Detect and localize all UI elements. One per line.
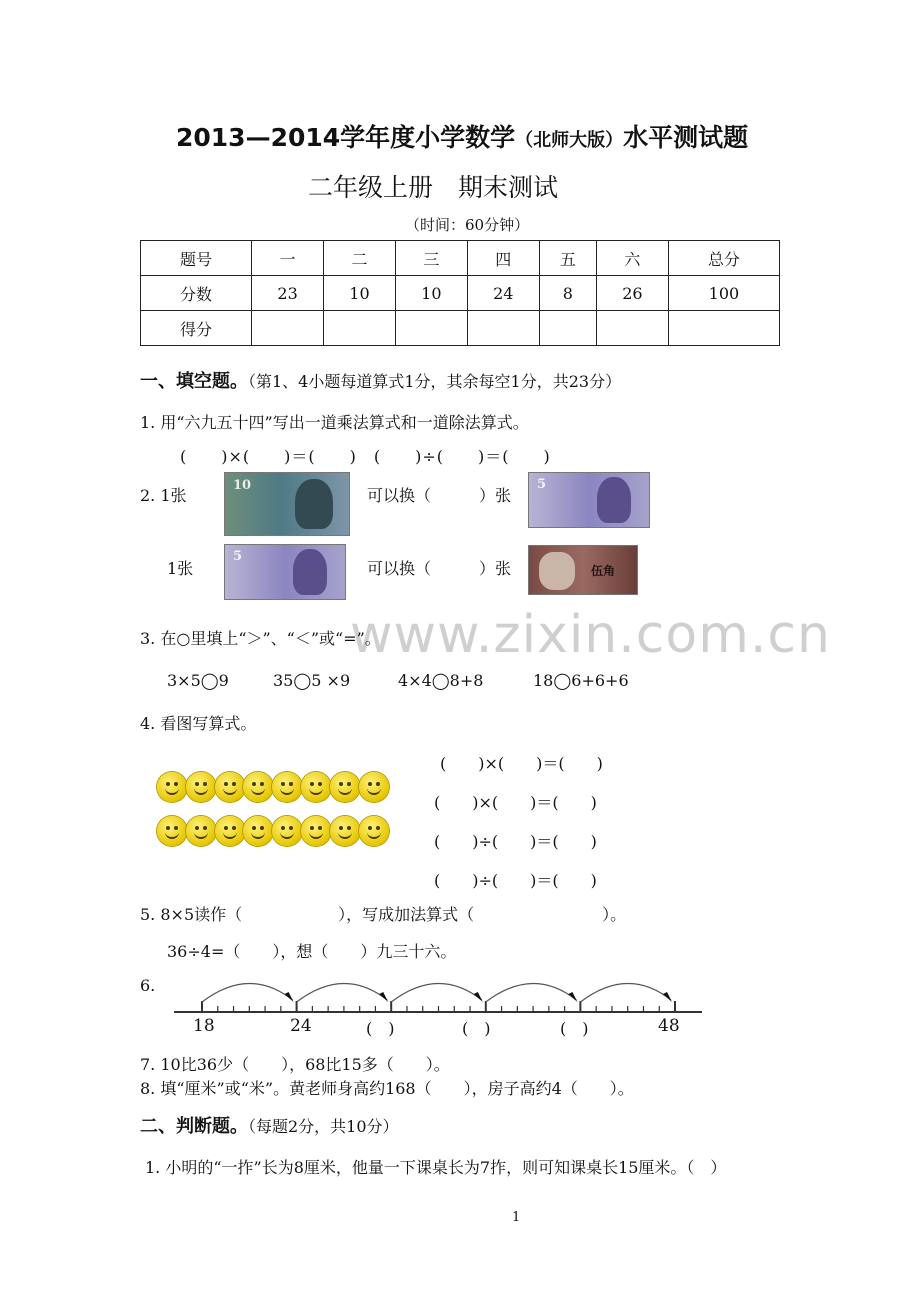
table-cell: 8: [539, 276, 596, 311]
smile-mouth: [251, 786, 265, 795]
question-3-item[interactable]: 35◯5 ×9: [273, 671, 351, 690]
smiley-face-icon: [359, 772, 389, 802]
portrait-icon: [293, 549, 327, 595]
smiley-face-icon: [330, 816, 360, 846]
table-cell: 五: [539, 241, 596, 276]
table-cell: 题号: [141, 241, 252, 276]
banknote-5-jiao-image: [528, 545, 638, 595]
smiley-face-icon: [243, 772, 273, 802]
portrait-icon: [539, 552, 575, 590]
score-input-cell[interactable]: [596, 311, 668, 346]
question-4-line[interactable]: ( )÷( )＝( ): [434, 871, 597, 890]
arrow-head-icon: [285, 992, 294, 1002]
question-4-line[interactable]: ( )×( )＝( ): [440, 754, 603, 773]
banknote-5-yuan-image: [528, 472, 650, 528]
smile-mouth: [309, 830, 323, 839]
question-4-line[interactable]: ( )×( )＝( ): [434, 793, 597, 812]
number-line-blank[interactable]: ( ): [560, 1019, 589, 1038]
question-8[interactable]: 8. 填“厘米”或“米”。黄老师身高约168（ ），房子高约4（ ）。: [140, 1079, 634, 1098]
page-title: [176, 118, 748, 154]
question-3-item[interactable]: 18◯6+6+6: [533, 671, 629, 690]
smiley-face-icon: [359, 816, 389, 846]
number-line-diagram: [170, 970, 710, 1040]
arrow-head-icon: [379, 992, 388, 1002]
table-row: [141, 241, 780, 276]
page-subtitle: 二年级上册 期末测试: [308, 173, 559, 202]
arrow-head-icon: [568, 992, 577, 1002]
section1-header: [140, 367, 621, 393]
banknote-5-label: 5: [233, 549, 243, 564]
table-cell: 10: [395, 276, 467, 311]
number-line-ticks: [202, 1001, 675, 1012]
jump-arc: [391, 983, 482, 1002]
table-row: [141, 311, 780, 346]
smile-mouth: [194, 830, 208, 839]
smile-mouth: [338, 786, 352, 795]
title-main: 2013—2014学年度小学数学: [176, 123, 516, 152]
smiley-face-icon: [186, 772, 216, 802]
table-cell: 六: [596, 241, 668, 276]
table-cell: 100: [668, 276, 779, 311]
table-cell: 分数: [141, 276, 252, 311]
question-3: 3. 在○里填上“＞”、“＜”或“=”。: [140, 629, 381, 648]
smile-mouth: [280, 786, 294, 795]
question-5b[interactable]: 36÷4=（ ），想（ ）九三十六。: [167, 942, 457, 961]
table-cell: 三: [395, 241, 467, 276]
table-cell: 总分: [668, 241, 779, 276]
table-cell: 一: [252, 241, 324, 276]
question-1: 1. 用“六九五十四”写出一道乘法算式和一道除法算式。: [140, 413, 529, 432]
smile-mouth: [309, 786, 323, 795]
smiley-face-icon: [157, 772, 187, 802]
judgement-question-1[interactable]: 1. 小明的“一拃”长为8厘米，他量一下课桌长为7拃，则可知课桌长15厘米。（ ）: [145, 1158, 727, 1177]
table-cell: 23: [252, 276, 324, 311]
smile-mouth: [223, 786, 237, 795]
jump-arcs: [202, 983, 672, 1002]
score-table: [140, 240, 780, 346]
banknote-10-label: 10: [233, 478, 252, 493]
section1-note: （第1、4小题每道算式1分，其余每空1分，共23分）: [248, 372, 622, 391]
portrait-icon: [597, 477, 631, 523]
section1-heading: 一、填空题。: [140, 371, 248, 392]
smiley-face-icon: [215, 816, 245, 846]
question-2b-left: 1张: [167, 559, 194, 578]
number-line-label: 24: [290, 1016, 312, 1036]
question-2a-right[interactable]: 可以换（ ）张: [367, 486, 512, 505]
jump-arc: [580, 983, 671, 1002]
smile-mouth: [165, 786, 179, 795]
score-input-cell[interactable]: [252, 311, 324, 346]
jump-arc: [486, 983, 577, 1002]
section2-heading: 二、判断题。: [140, 1116, 248, 1137]
section2-note: （每题2分，共10分）: [248, 1117, 399, 1136]
page-number: 1: [512, 1210, 521, 1225]
smiley-face-icon: [186, 816, 216, 846]
smiley-face-icon: [272, 772, 302, 802]
banknote-10-yuan-image: [224, 472, 350, 536]
score-input-cell[interactable]: [539, 311, 596, 346]
smile-mouth: [223, 830, 237, 839]
score-input-cell[interactable]: [324, 311, 396, 346]
exam-time: （时间：60分钟）: [405, 216, 530, 234]
jump-arc: [297, 983, 388, 1002]
question-2b-right[interactable]: 可以换（ ）张: [367, 559, 512, 578]
banknote-jiao-label: 伍角: [591, 564, 616, 578]
table-cell: 四: [467, 241, 539, 276]
question-3-item[interactable]: 4×4◯8+8: [398, 671, 484, 690]
banknote-5-label: 5: [537, 477, 547, 492]
smiley-face-icon: [301, 772, 331, 802]
question-6: 6.: [140, 976, 156, 995]
smile-mouth: [338, 830, 352, 839]
question-4-line[interactable]: ( )÷( )＝( ): [434, 832, 597, 851]
title-end: 水平测试题: [623, 123, 749, 152]
score-input-cell[interactable]: [467, 311, 539, 346]
table-cell: 24: [467, 276, 539, 311]
smile-mouth: [367, 786, 381, 795]
portrait-icon: [295, 479, 333, 529]
question-7[interactable]: 7. 10比36少（ ），68比15多（ ）。: [140, 1055, 450, 1074]
smiley-face-icon: [157, 816, 187, 846]
question-1-blanks[interactable]: ( )×( )＝( ) ( )÷( )＝( ): [180, 447, 551, 466]
smile-mouth: [251, 830, 265, 839]
number-line-blank[interactable]: ( ): [462, 1019, 491, 1038]
smiley-face-icon: [301, 816, 331, 846]
title-paren: （北师大版）: [515, 130, 624, 151]
question-4: 4. 看图写算式。: [140, 714, 257, 733]
smiley-face-icon: [243, 816, 273, 846]
table-cell: 二: [324, 241, 396, 276]
table-cell: 26: [596, 276, 668, 311]
smile-mouth: [367, 830, 381, 839]
question-3-item[interactable]: 3×5◯9: [167, 671, 229, 690]
smiley-face-icon: [215, 772, 245, 802]
watermark: www.zixin.com.cn: [350, 605, 831, 665]
smile-mouth: [194, 786, 208, 795]
number-line-label: 18: [193, 1016, 215, 1036]
question-5a[interactable]: 5. 8×5读作（ ），写成加法算式（ ）。: [140, 905, 627, 924]
jump-arc: [202, 983, 293, 1002]
score-input-cell[interactable]: [395, 311, 467, 346]
table-row: [141, 276, 780, 311]
banknote-5-yuan-image: [224, 544, 346, 600]
table-cell: 10: [324, 276, 396, 311]
score-input-cell[interactable]: [668, 311, 779, 346]
smiley-face-icon: [330, 772, 360, 802]
arrow-head-icon: [663, 992, 672, 1002]
smile-mouth: [280, 830, 294, 839]
table-cell: 得分: [141, 311, 252, 346]
arrow-head-icon: [474, 992, 483, 1002]
smile-mouth: [165, 830, 179, 839]
number-line-label: 48: [658, 1016, 680, 1036]
section2-header: [140, 1112, 399, 1138]
smiley-face-icon: [272, 816, 302, 846]
question-2a-left: 2. 1张: [140, 486, 187, 505]
number-line-blank[interactable]: ( ): [366, 1019, 395, 1038]
